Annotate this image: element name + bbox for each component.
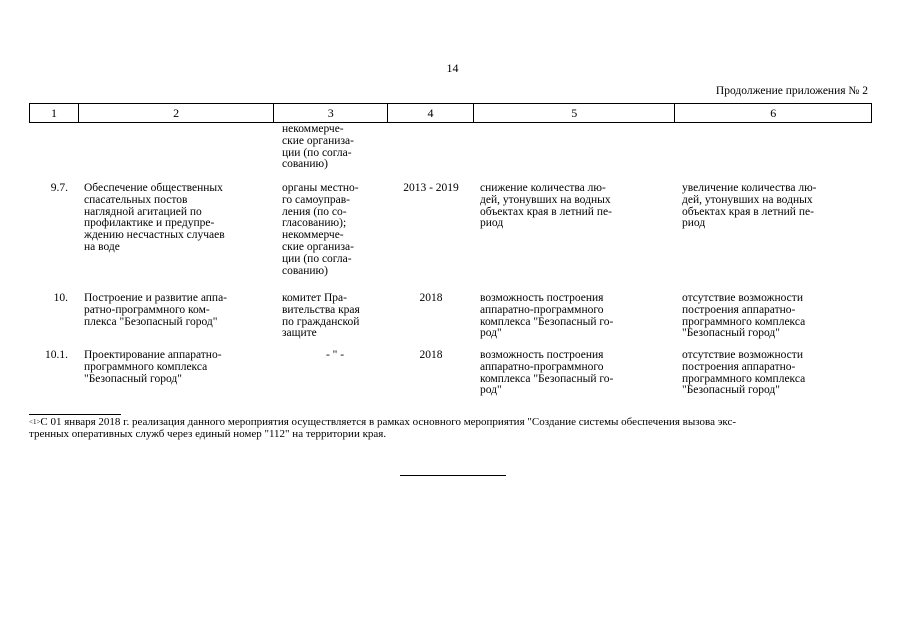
activity-line: плекса "Безопасный город" [84, 315, 218, 328]
consequence-cell [676, 350, 872, 397]
executor-cell [274, 124, 388, 171]
consequence-line: дей, утонувших на водных [682, 193, 813, 206]
column-header-4: 4 [388, 104, 474, 122]
result-line: объектах края в летний пе- [480, 205, 612, 218]
table-header [29, 103, 872, 123]
table-row [29, 183, 872, 277]
result-line: возможность построения [480, 292, 604, 304]
result-line: род" [480, 384, 502, 397]
result-cell [474, 293, 676, 340]
period-cell: 2018 [419, 292, 443, 304]
activity-cell [78, 293, 274, 340]
result-line: комплекса "Безопасный го- [480, 372, 614, 385]
result-cell [474, 124, 676, 171]
result-line: комплекса "Безопасный го- [480, 315, 614, 328]
table-row [29, 293, 872, 340]
consequence-line: "Безопасный город" [682, 327, 780, 340]
consequence-line: отсутствие возможности [682, 349, 803, 361]
executor-line: комитет Пра- [282, 292, 347, 304]
result-line: снижение количества лю- [480, 182, 606, 194]
executor-cell [274, 293, 388, 340]
column-header-1: 1 [30, 104, 79, 122]
column-header-2: 2 [79, 104, 275, 122]
page-number: 14 [446, 61, 459, 75]
executor-line: некоммерче- [282, 229, 344, 242]
footnote [29, 417, 874, 440]
result-cell [474, 350, 676, 397]
executor-line: некоммерче- [282, 123, 344, 135]
executor-line: го самоуправ- [282, 193, 351, 206]
row-number-cell: 9.7. [50, 182, 68, 194]
consequence-line: "Безопасный город" [682, 384, 780, 397]
consequence-line: объектах края в летний пе- [682, 205, 814, 218]
executor-line: ции (по согла- [282, 252, 352, 265]
row-number-cell: 10.1. [45, 349, 68, 361]
consequence-line: отсутствие возможности [682, 292, 803, 304]
executor-cell [274, 350, 388, 397]
executor-line: - " - [325, 349, 345, 361]
executor-line: вительства края [282, 303, 360, 316]
executor-line: сованию) [282, 158, 328, 171]
executor-line: по гражданской [282, 315, 360, 328]
executor-line: сованию) [282, 264, 328, 277]
result-line: аппаратно-программного [480, 303, 604, 316]
executor-line: ские организа- [282, 134, 354, 147]
consequence-cell [676, 183, 872, 277]
activity-cell [78, 183, 274, 277]
row-number-cell [29, 124, 78, 171]
result-line: дей, утонувших на водных [480, 193, 611, 206]
activity-line: Построение и развитие аппа- [84, 292, 228, 304]
footnote-marker: <1> [29, 418, 41, 426]
executor-line: защите [282, 327, 317, 340]
footnote-line: тренных оперативных служб через единый номер "112" на территории края. [29, 427, 387, 440]
activity-line: программного комплекса [84, 360, 208, 373]
result-line: риод [480, 217, 504, 230]
result-line: род" [480, 327, 502, 340]
activity-line: спасательных постов [84, 193, 188, 206]
consequence-cell [676, 124, 872, 171]
activity-line: профилактике и предупре- [84, 217, 215, 230]
activity-line: Обеспечение общественных [84, 182, 223, 194]
executor-line: ления (по со- [282, 205, 347, 218]
executor-line: органы местно- [282, 182, 359, 194]
continuation-label: Продолжение приложения № 2 [715, 85, 868, 97]
table-row [29, 350, 872, 397]
period-cell: 2018 [419, 349, 443, 361]
activity-cell [78, 350, 274, 397]
consequence-line: построения аппаратно- [682, 303, 796, 316]
period-cell: 2013 - 2019 [403, 182, 459, 194]
consequence-line: программного комплекса [682, 315, 806, 328]
activity-line: на воде [84, 240, 120, 253]
activity-cell [78, 124, 274, 171]
consequence-line: увеличение количества лю- [682, 182, 817, 194]
row-number-cell: 10. [53, 292, 68, 304]
period-cell [388, 124, 474, 171]
footnote-divider [29, 414, 121, 415]
consequence-cell [676, 293, 872, 340]
executor-cell [274, 183, 388, 277]
table-row [29, 124, 872, 171]
executor-line: ции (по согла- [282, 146, 352, 159]
consequence-line: риод [682, 217, 706, 230]
footnote-line: С 01 января 2018 г. реализация данного мероприятия осуществляется в рамках основного мероприятия "Создание системы обеспечения вызова экс- [40, 416, 737, 428]
result-cell [474, 183, 676, 277]
consequence-line: программного комплекса [682, 372, 806, 385]
result-line: возможность построения [480, 349, 604, 361]
end-divider [400, 475, 506, 476]
activity-line: ратно-программного ком- [84, 303, 210, 316]
consequence-line: построения аппаратно- [682, 360, 796, 373]
result-line: аппаратно-программного [480, 360, 604, 373]
column-header-3: 3 [274, 104, 388, 122]
activity-line: наглядной агитацией по [84, 205, 202, 218]
activity-line: "Безопасный город" [84, 372, 182, 385]
executor-line: гласованию); [282, 217, 347, 230]
activity-line: Проектирование аппаратно- [84, 349, 222, 361]
column-header-5: 5 [474, 104, 676, 122]
executor-line: ские организа- [282, 240, 354, 253]
activity-line: ждению несчастных случаев [84, 229, 225, 242]
column-header-6: 6 [770, 106, 777, 120]
